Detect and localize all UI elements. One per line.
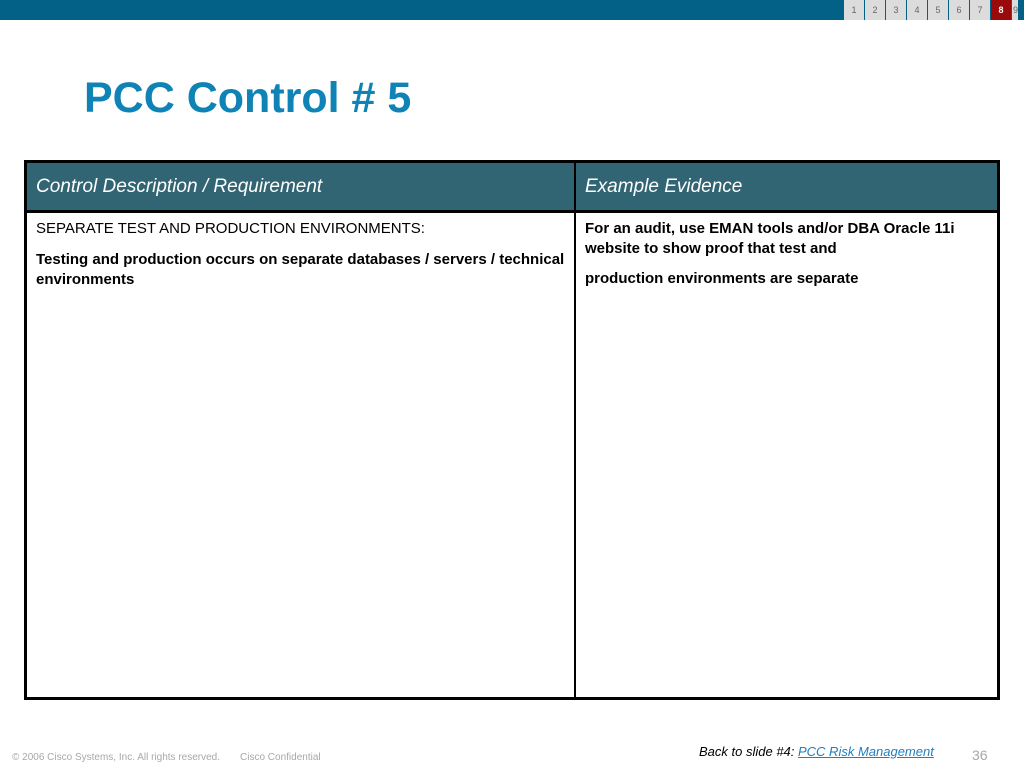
nav-tab-8-active[interactable]: 8 (991, 0, 1011, 20)
back-to-slide (699, 744, 934, 759)
slide-nav (844, 0, 1018, 20)
table-cell-evidence (576, 213, 997, 697)
confidential-label: Cisco Confidential (240, 752, 321, 763)
control-table (24, 160, 1000, 700)
nav-tab-6[interactable]: 6 (949, 0, 969, 20)
nav-tab-3[interactable]: 3 (886, 0, 906, 20)
requirement-text: Testing and production occurs on separate databases / servers / technical environments (36, 251, 565, 288)
copyright: © 2006 Cisco Systems, Inc. All rights reserved. (12, 752, 221, 763)
page-title: PCC Control # 5 (84, 74, 412, 122)
nav-tab-5[interactable]: 5 (928, 0, 948, 20)
nav-tab-2[interactable]: 2 (865, 0, 885, 20)
page-number: 36 (972, 747, 988, 763)
nav-tab-1[interactable]: 1 (844, 0, 864, 20)
table-header-evidence: Example Evidence (576, 163, 997, 213)
requirement-heading: SEPARATE TEST AND PRODUCTION ENVIRONMENTS: (36, 220, 425, 237)
back-link-prefix: Back to slide #4: (699, 744, 798, 759)
evidence-text-1: For an audit, use EMAN tools and/or DBA Oracle 11i website to show proof that test and (585, 220, 955, 257)
table-header-description: Control Description / Requirement (27, 163, 576, 213)
evidence-text-2: production environments are separate (585, 270, 859, 287)
footer (12, 752, 321, 763)
back-link[interactable]: PCC Risk Management (798, 744, 934, 759)
table-cell-description (27, 213, 576, 697)
nav-tab-7[interactable]: 7 (970, 0, 990, 20)
nav-tab-4[interactable]: 4 (907, 0, 927, 20)
nav-tab-9[interactable]: 9 (1012, 0, 1018, 20)
